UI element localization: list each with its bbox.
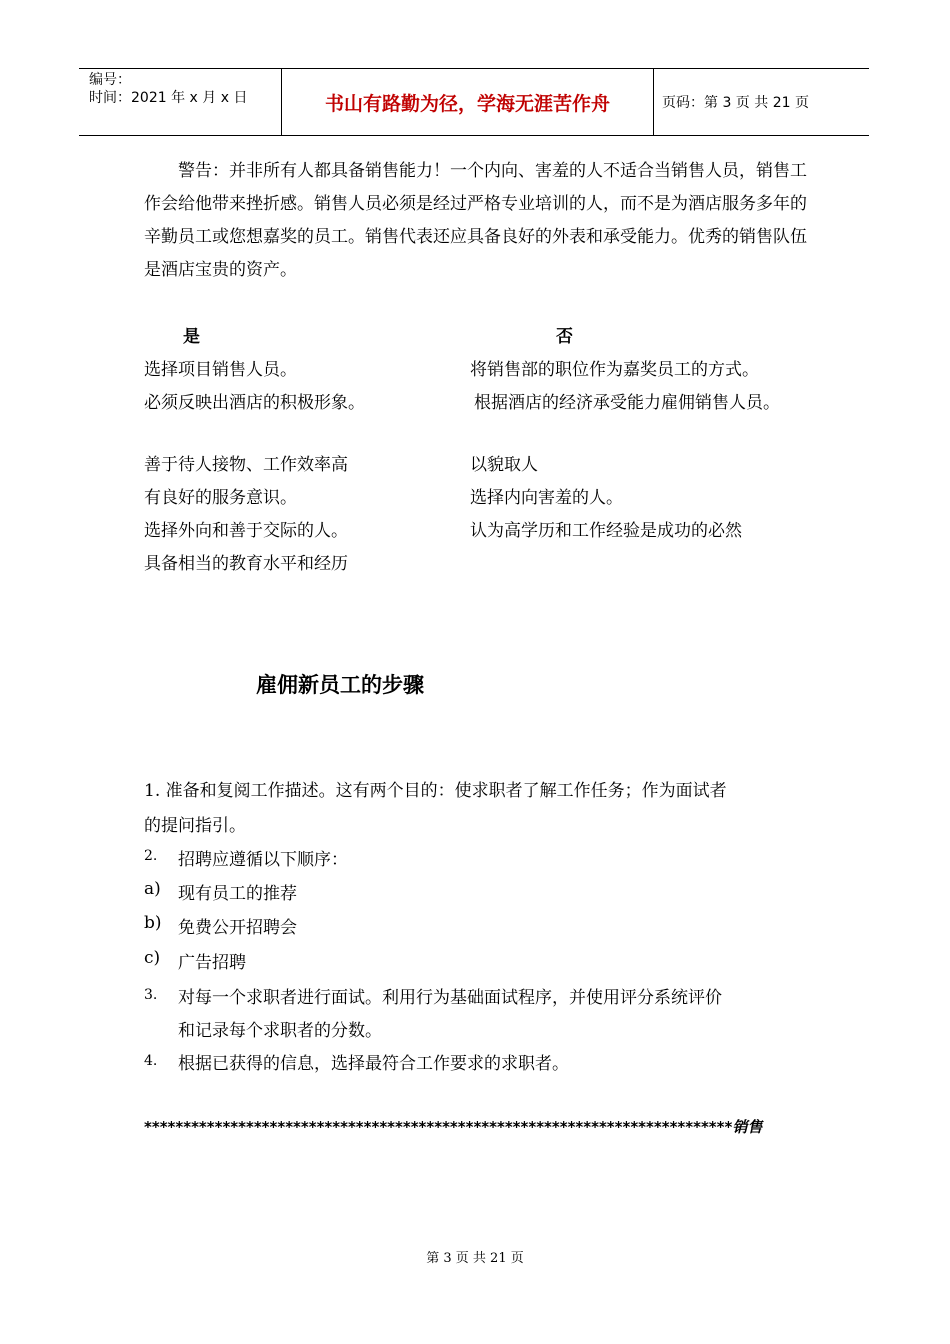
warning-paragraph: 警告：并非所有人都具备销售能力！一个内向、害羞的人不适合当销售人员，销售工作会给他带来挫折感。销售人员必须是经过严格专业培训的人，而不是为酒店服务多年的辛勤员工或您想嘉奖的员工。销售代表还应具备良好的外表和承受能力。优秀的销售队伍是酒店宝贵的资产。 <box>144 161 807 280</box>
yes-header: 是 <box>183 327 200 347</box>
yes-item: 选择外向和善于交际的人。 <box>144 521 348 541</box>
yes-item: 有良好的服务意识。 <box>144 488 297 508</box>
code-label: 编号： <box>89 72 131 88</box>
sub-c-label: c) <box>144 948 161 968</box>
no-item: 以貌取人 <box>470 455 538 475</box>
section-title: 雇佣新员工的步骤 <box>256 673 424 697</box>
step-3-number: 3. <box>144 987 158 1003</box>
step-4-number: 4. <box>144 1053 158 1069</box>
separator-stars: *************************************************************************** <box>144 1118 733 1136</box>
separator-line <box>144 1116 762 1137</box>
yes-item: 善于待人接物、工作效率高 <box>144 455 348 475</box>
yes-item: 选择项目销售人员。 <box>144 360 297 380</box>
no-item: 选择内向害羞的人。 <box>470 488 623 508</box>
step-1-text-cont: 的提问指引。 <box>144 816 246 836</box>
no-item: 根据酒店的经济承受能力雇佣销售人员。 <box>474 393 780 413</box>
sub-b-label: b) <box>144 913 162 933</box>
step-2-text: 招聘应遵循以下顺序： <box>178 850 348 870</box>
sub-a-text: 现有员工的推荐 <box>178 884 297 904</box>
sub-a-label: a) <box>144 879 161 899</box>
sub-c-text: 广告招聘 <box>178 953 246 973</box>
step-4-text: 根据已获得的信息，选择最符合工作要求的求职者。 <box>178 1054 569 1074</box>
yes-item: 具备相当的教育水平和经历 <box>144 554 348 574</box>
yes-item: 必须反映出酒店的积极形象。 <box>144 393 365 413</box>
time-label: 时间：2021 年 x 月 x 日 <box>89 90 248 106</box>
no-item: 将销售部的职位作为嘉奖员工的方式。 <box>470 360 759 380</box>
header-meta <box>79 69 281 135</box>
header-motto: 书山有路勤为径，学海无涯苦作舟 <box>281 69 654 135</box>
sub-b-text: 免费公开招聘会 <box>178 918 297 938</box>
no-header: 否 <box>556 327 573 347</box>
step-3-text-cont: 和记录每个求职者的分数。 <box>178 1021 382 1041</box>
step-2-number: 2. <box>144 848 158 864</box>
separator-tail: 销售 <box>732 1118 763 1136</box>
page-footer: 第 3 页 共 21 页 <box>426 1251 524 1266</box>
step-1-text: 1. 准备和复阅工作描述。这有两个目的：使求职者了解工作任务；作为面试者 <box>144 781 727 801</box>
page-header <box>79 68 869 136</box>
no-item: 认为高学历和工作经验是成功的必然 <box>470 521 742 541</box>
header-page-info: 页码：第 3 页 共 21 页 <box>662 95 809 111</box>
step-3-text: 对每一个求职者进行面试。利用行为基础面试程序，并使用评分系统评价 <box>178 988 722 1008</box>
